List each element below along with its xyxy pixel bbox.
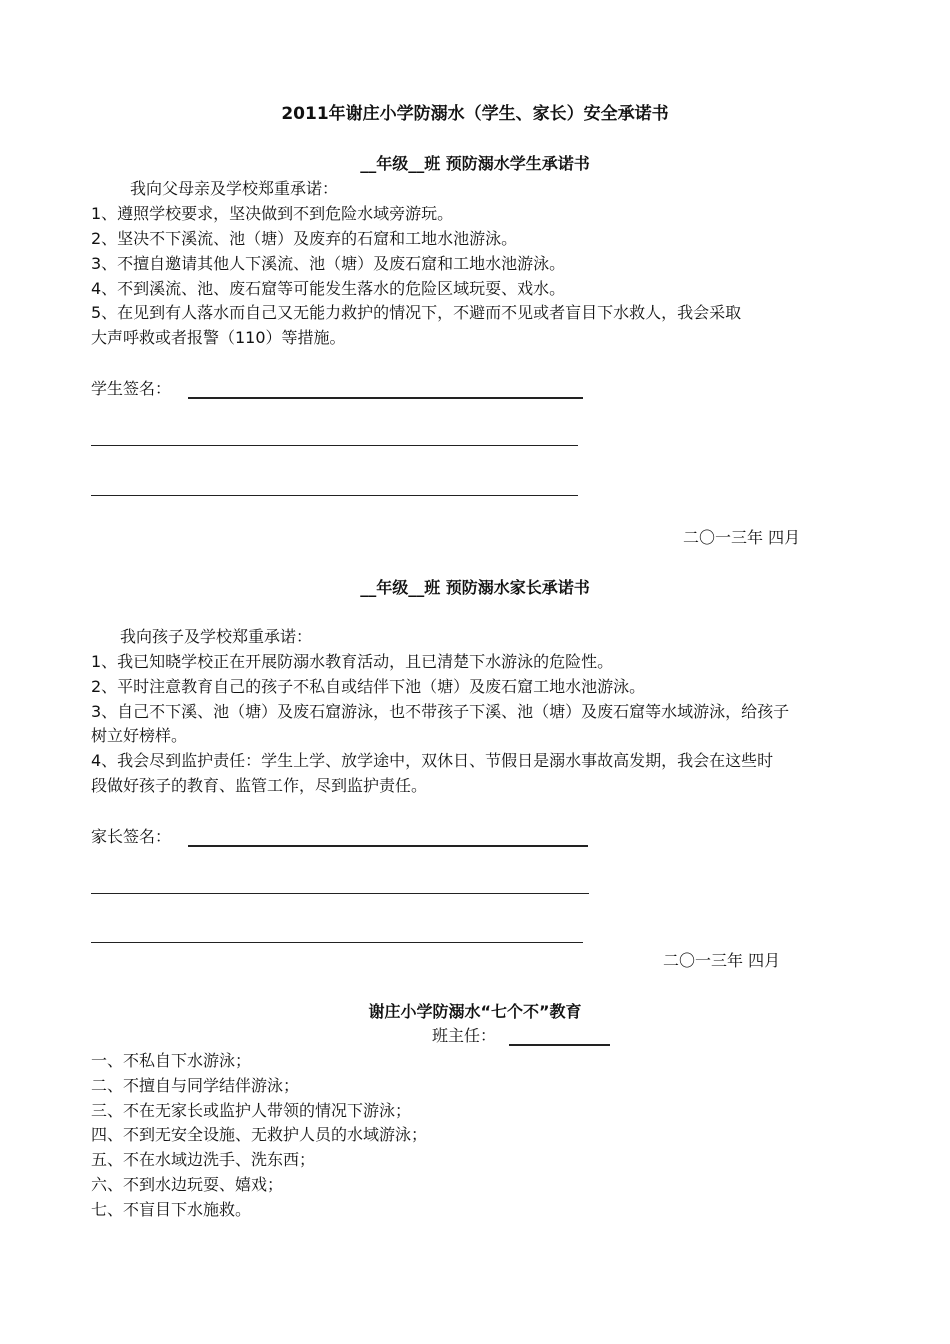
student-date: 二〇一三年 四月 [683, 528, 801, 547]
student-section-heading: __年级__班 预防溺水学生承诺书 [360, 154, 590, 173]
blank-line[interactable] [91, 445, 578, 446]
blank-line[interactable] [91, 942, 583, 943]
education-item: 五、不在水域边洗手、洗东西； [91, 1150, 316, 1169]
parent-item: 4、我会尽到监护责任：学生上学、放学途中，双休日、节假日是溺水事故高发期，我会在这些时 [91, 751, 774, 770]
head-teacher-label: 班主任： [432, 1026, 497, 1045]
parent-date: 二〇一三年 四月 [663, 951, 781, 970]
document-title: 2011年谢庄小学防溺水（学生、家长）安全承诺书 [281, 104, 669, 124]
student-item: 2、坚决不下溪流、池（塘）及废弃的石窟和工地水池游泳。 [91, 229, 518, 248]
head-teacher-signature-line[interactable] [509, 1044, 610, 1046]
student-item: 5、在见到有人落水而自己又无能力救护的情况下，不避而不见或者盲目下水救人，我会采取 [91, 303, 742, 322]
parent-item: 1、我已知晓学校正在开展防溺水教育活动，且已清楚下水游泳的危险性。 [91, 652, 614, 671]
student-signature-label: 学生签名： [91, 379, 172, 398]
student-item: 4、不到溪流、池、废石窟等可能发生落水的危险区域玩耍、戏水。 [91, 279, 566, 298]
parent-item: 树立好榜样。 [91, 726, 188, 745]
parent-signature-line[interactable] [188, 845, 588, 847]
education-item: 四、不到无安全设施、无救护人员的水域游泳； [91, 1125, 428, 1144]
parent-intro: 我向孩子及学校郑重承诺： [120, 627, 313, 646]
parent-section-heading: __年级__班 预防溺水家长承诺书 [360, 578, 590, 597]
parent-signature-label: 家长签名： [91, 827, 172, 846]
student-item: 大声呼救或者报警（110）等措施。 [91, 328, 346, 347]
parent-item: 3、自己不下溪、池（塘）及废石窟游泳，也不带孩子下溪、池（塘）及废石窟等水域游泳，给孩子 [91, 702, 790, 721]
education-item: 三、不在无家长或监护人带领的情况下游泳； [91, 1101, 412, 1120]
blank-line[interactable] [91, 893, 589, 894]
education-item: 七、不盲目下水施救。 [91, 1200, 252, 1219]
education-item: 二、不擅自与同学结伴游泳； [91, 1076, 300, 1095]
parent-item: 2、平时注意教育自己的孩子不私自或结伴下池（塘）及废石窟工地水池游泳。 [91, 677, 646, 696]
education-item: 六、不到水边玩耍、嬉戏； [91, 1175, 284, 1194]
student-signature-line[interactable] [188, 397, 583, 399]
education-section-heading: 谢庄小学防溺水“七个不”教育 [368, 1002, 582, 1021]
blank-line[interactable] [91, 495, 578, 496]
student-intro: 我向父母亲及学校郑重承诺： [130, 179, 339, 198]
parent-item: 段做好孩子的教育、监管工作，尽到监护责任。 [91, 776, 428, 795]
student-item: 3、不擅自邀请其他人下溪流、池（塘）及废石窟和工地水池游泳。 [91, 254, 566, 273]
education-item: 一、不私自下水游泳； [91, 1051, 252, 1070]
student-item: 1、遵照学校要求，坚决做到不到危险水域旁游玩。 [91, 204, 454, 223]
